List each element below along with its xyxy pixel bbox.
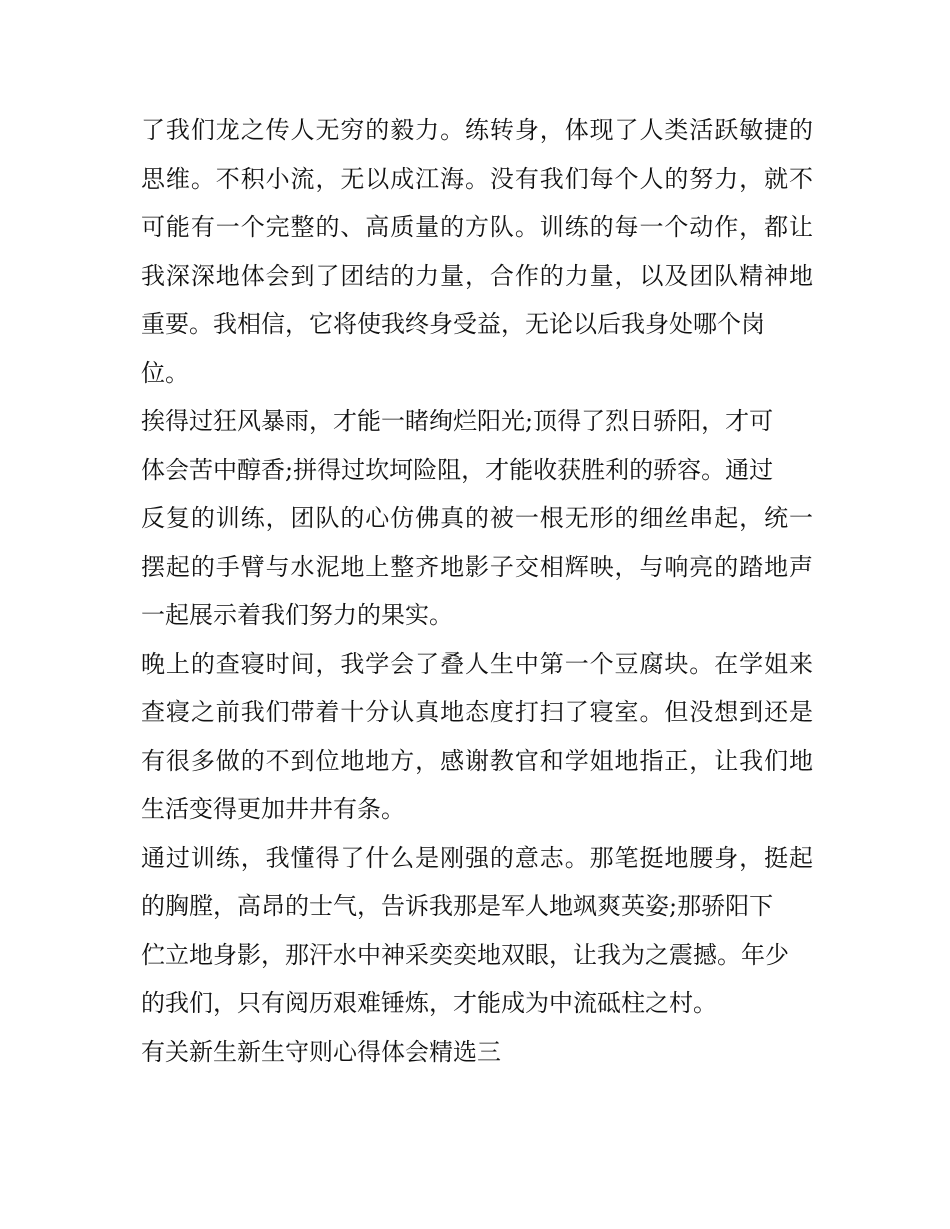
text-line: 体会苦中醇香;拼得过坎坷险阻，才能收获胜利的骄容。通过	[141, 455, 774, 484]
text-line: 我深深地体会到了团结的力量，合作的力量，以及团队精神地	[141, 261, 813, 290]
text-line: 了我们龙之传人无穷的毅力。练转身，体现了人类活跃敏捷的	[141, 116, 813, 144]
text-line: 位。	[141, 358, 189, 387]
text-line: 重要。我相信，它将使我终身受益，无论以后我身处哪个岗	[141, 310, 765, 338]
text-line: 伫立地身影，那汗水中神采奕奕地双眼，让我为之震撼。年少	[141, 940, 789, 969]
text-line: 的胸膛，高昂的士气，告诉我那是军人地飒爽英姿;那骄阳下	[141, 892, 774, 920]
text-line: 反复的训练，团队的心仿佛真的被一根无形的细丝串起，统一	[141, 504, 813, 532]
text-line: 一起展示着我们努力的果实。	[141, 601, 453, 629]
text-line: 思维。不积小流，无以成江海。没有我们每个人的努力，就不	[141, 164, 813, 193]
text-line: 通过训练，我懂得了什么是刚强的意志。那笔挺地腰身，挺起	[141, 843, 813, 872]
text-line: 的我们，只有阅历艰难锤炼，才能成为中流砥柱之村。	[141, 989, 717, 1017]
text-line: 挨得过狂风暴雨，才能一睹绚烂阳光;顶得了烈日骄阳，才可	[141, 407, 774, 435]
text-line: 晚上的查寝时间，我学会了叠人生中第一个豆腐块。在学姐来	[141, 649, 813, 678]
text-line: 生活变得更加井井有条。	[141, 795, 405, 823]
text-line: 有很多做的不到位地地方，感谢教官和学姐地指正，让我们地	[141, 746, 813, 775]
text-line: 可能有一个完整的、高质量的方队。训练的每一个动作，都让	[141, 213, 813, 241]
text-line: 摆起的手臂与水泥地上整齐地影子交相辉映，与响亮的踏地声	[141, 552, 813, 581]
document-body	[141, 106, 813, 1076]
section-heading: 有关新生新生守则心得体会精选三	[141, 1037, 501, 1066]
text-line: 查寝之前我们带着十分认真地态度打扫了寝室。但没想到还是	[141, 698, 813, 726]
